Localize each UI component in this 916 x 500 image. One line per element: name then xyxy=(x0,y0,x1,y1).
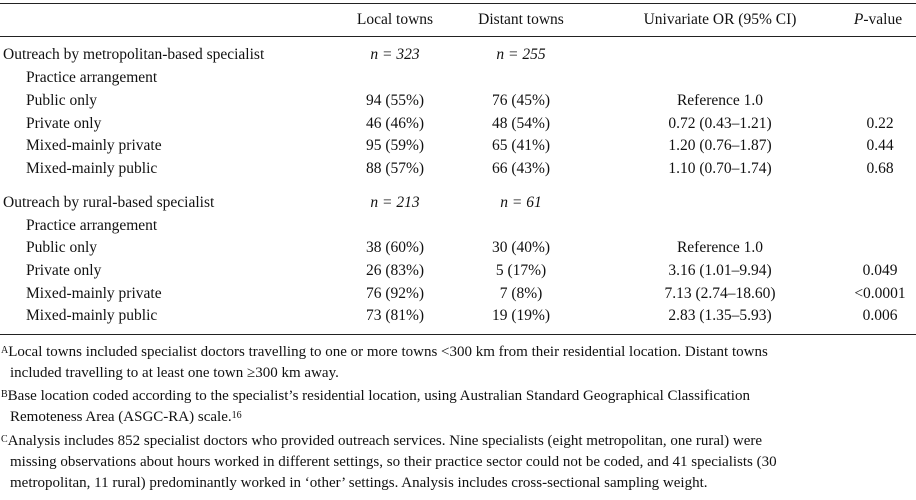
row-p: 0.68 xyxy=(866,160,894,177)
section-n-local: n = 213 xyxy=(370,194,420,211)
row-label: Public only xyxy=(26,239,98,256)
footnote-b-reference: 16 xyxy=(231,410,242,421)
row-local: 26 (83%) xyxy=(365,262,425,279)
row-or: 2.83 (1.35–5.93) xyxy=(668,307,772,324)
row-distant: 5 (17%) xyxy=(495,262,547,279)
row-label: Private only xyxy=(26,115,102,132)
header-p-value: P-value xyxy=(853,11,903,28)
row-local: 76 (92%) xyxy=(365,285,425,302)
header-distant-towns: Distant towns xyxy=(478,11,564,28)
row-p: 0.22 xyxy=(866,115,894,132)
row-distant: 48 (54%) xyxy=(491,115,551,132)
row-label: Mixed-mainly public xyxy=(26,307,158,324)
footnote-c: $^C$Analysis includes 852 specialist doctors who provided outreach services. Nine specialists (eight metropolitan, one rural) were missing observations about hours worked in different settings, so their practice sector could not be coded, and 41 specialists (30 metropolitan, 11 rural) predominantly worked in ‘other’ settings. Analysis includes cross-sectional sampling weight. xyxy=(1,433,777,491)
row-local: 95 (59%) xyxy=(365,137,425,154)
row-or: Reference 1.0 xyxy=(676,92,764,109)
section-n-distant: n = 255 xyxy=(496,46,546,63)
row-or: 0.72 (0.43–1.21) xyxy=(668,115,772,132)
table-top-rule xyxy=(0,3,916,4)
header-bottom-rule xyxy=(0,36,916,37)
header-local-towns: Local towns xyxy=(356,11,434,28)
row-local: 94 (55%) xyxy=(365,92,425,109)
row-p: 0.006 xyxy=(862,307,898,324)
row-distant: 65 (41%) xyxy=(491,137,551,154)
row-distant: 76 (45%) xyxy=(491,92,551,109)
row-or: Reference 1.0 xyxy=(676,239,764,256)
section-n-distant: n = 61 xyxy=(500,194,542,211)
row-local: 38 (60%) xyxy=(365,239,425,256)
row-label: Private only xyxy=(26,262,102,279)
section-title-metropolitan: Outreach by metropolitan-based specialist xyxy=(3,46,265,63)
row-p: 0.44 xyxy=(866,137,894,154)
row-local: 46 (46%) xyxy=(365,115,425,132)
row-local: 88 (57%) xyxy=(365,160,425,177)
row-local: 73 (81%) xyxy=(365,307,425,324)
header-univariate-or: Univariate OR (95% CI) xyxy=(643,11,797,28)
section-subheading: Practice arrangement xyxy=(26,69,158,86)
row-p: 0.049 xyxy=(862,262,898,279)
row-distant: 7 (8%) xyxy=(499,285,543,302)
section-title-rural: Outreach by rural-based specialist xyxy=(3,194,215,211)
row-label: Mixed-mainly private xyxy=(26,137,162,154)
section-n-local: n = 323 xyxy=(370,46,420,63)
row-or: 7.13 (2.74–18.60) xyxy=(664,285,776,302)
row-distant: 66 (43%) xyxy=(491,160,551,177)
row-distant: 30 (40%) xyxy=(491,239,551,256)
row-or: 1.20 (0.76–1.87) xyxy=(668,137,772,154)
row-label: Mixed-mainly private xyxy=(26,285,162,302)
footnote-b: $^B$Base location coded according to the specialist’s residential location, using Australian Standard Geographical Classification Remoteness Area (ASGC-RA) scale.$^{16}$ xyxy=(1,388,750,425)
footnote-a: $^A$Local towns included specialist doctors travelling to one or more towns <300 km from their residential location. Distant towns included travelling to at least one town ≥300 km away. xyxy=(1,344,768,381)
row-or: 3.16 (1.01–9.94) xyxy=(668,262,772,279)
row-label: Mixed-mainly public xyxy=(26,160,158,177)
table-bottom-rule xyxy=(0,334,916,335)
row-distant: 19 (19%) xyxy=(491,307,551,324)
row-p: <0.0001 xyxy=(854,285,906,302)
section-subheading: Practice arrangement xyxy=(26,217,158,234)
row-label: Public only xyxy=(26,92,98,109)
row-or: 1.10 (0.70–1.74) xyxy=(668,160,772,177)
